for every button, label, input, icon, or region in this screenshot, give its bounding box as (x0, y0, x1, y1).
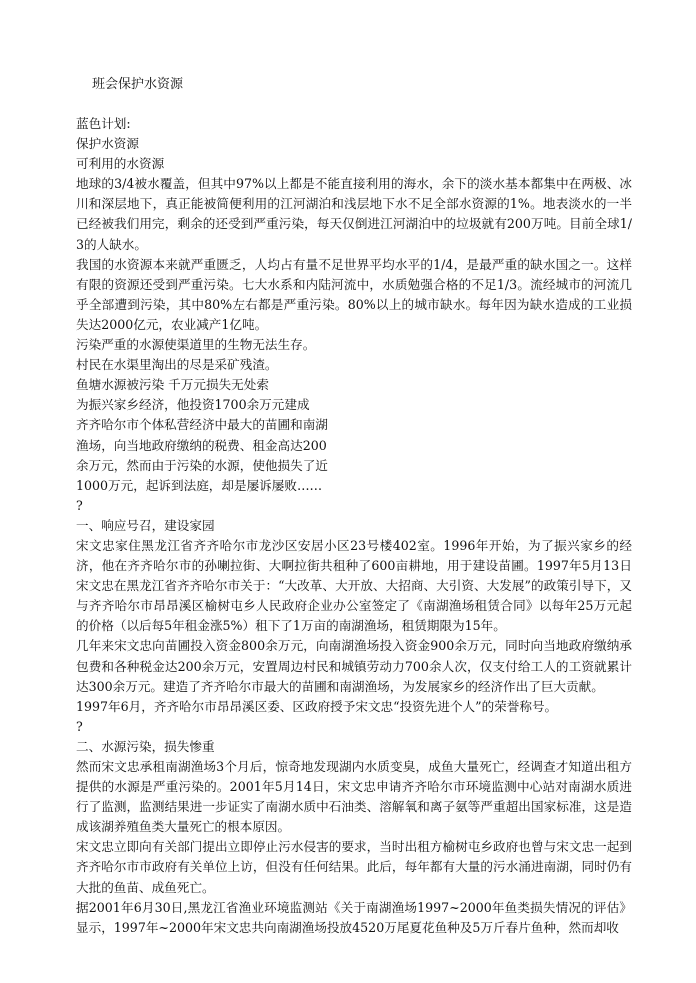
paragraph-loss-evaluation: 据2001年6月30日,黑龙江省渔业环境监测站《关于南湖渔场1997~2000年鱼类损失情况的评估》显示，1997年~2000年宋文忠共向南湖渔场投放4520万尾夏花鱼种及5万斤春片鱼种，然而却收 (76, 899, 632, 935)
document-body (76, 114, 632, 938)
text-line: 污染严重的水源使渠道里的生物无法生存。 (76, 337, 316, 353)
text-line: 鱼塘水源被污染 千万元损失无处索 (76, 377, 269, 393)
text-line: 余万元，然而由于污染的水源，使他损失了近 (76, 457, 328, 473)
text-line: 可利用的水资源 (76, 156, 165, 172)
text-line: 为振兴家乡经济，他投资1700余万元建成 (76, 397, 310, 413)
section-heading-1: 一、响应号召，建设家园 (76, 517, 215, 533)
paragraph-water-scarcity: 地球的3/4被水覆盖，但其中97%以上都是不能直接利用的海水，余下的淡水基本都集中在两极、冰川和深层地下，真正能被简便利用的江河湖泊和浅层地下水不足全部水资源的1%。地表淡水的一半已经被我们用完，剩余的还受到严重污染，每天仅倒进江河湖泊中的垃圾就有200万吨。目前全球1/3的人缺水。 (76, 176, 632, 252)
document-title: 班会保护水资源 (92, 77, 184, 92)
separator-mark: ? (76, 718, 83, 734)
text-line: 蓝色计划: (76, 116, 131, 131)
section-heading-2: 二、水源污染，损失惨重 (76, 738, 215, 754)
separator-mark: ? (76, 497, 83, 513)
paragraph-song-investment: 几年来宋文忠向苗圃投入资金800余万元，向南湖渔场投入资金900余万元，同时向当地政府缴纳承包费和各种税金达200余万元，安置周边村民和城镇劳动力700余人次，仅支付给工人的工资就累计达300余万元。建造了齐齐哈尔市最大的苗圃和南湖渔场，为发展家乡的经济作出了巨大贡献。 (76, 638, 632, 694)
paragraph-pollution-found: 然而宋文忠承租南湖渔场3个月后，惊奇地发现湖内水质变臭，成鱼大量死亡，经调查才知道出租方提供的水源是严重污染的。2001年5月14日，宋文忠申请齐齐哈尔市环境监测中心站对南湖水质进行了监测，监测结果进一步证实了南湖水质中石油类、溶解氧和离子氨等严重超出国家标准，这是造成该湖养殖鱼类大量死亡的根本原因。 (76, 759, 632, 835)
text-line: 村民在水渠里淘出的尽是采矿残渣。 (76, 357, 278, 373)
paragraph-china-water: 我国的水资源本来就严重匮乏，人均占有量不足世界平均水平的1/4，是最严重的缺水国之一。这样有限的资源还受到严重污染。七大水系和内陆河流中，水质勉强合格的不足1/3。流经城市的河流几乎全部遭到污染，其中80%左右都是严重污染。80%以上的城市缺水。每年因为缺水造成的工业损失达2000亿元，农业减产1亿吨。 (76, 256, 632, 332)
paragraph-song-intro: 宋文忠家住黑龙江省齐齐哈尔市龙沙区安居小区23号楼402室。1996年开始，为了振兴家乡的经济，他在齐齐哈尔市的孙喇拉街、大啊拉街共租种了600亩耕地，用于建设苗圃。1997年5月13日宋文忠在黑龙江省齐齐哈尔市关于：“大改革、大开放、大招商、大引资、大发展”的政策引导下，又与齐齐哈尔市昂昂溪区榆树屯乡人民政府企业办公室签定了《南湖渔场租赁合同》以每年25万元起的价格（以后每5年租金涨5%）租下了1万亩的南湖渔场，租赁期限为15年。 (76, 537, 632, 634)
paragraph-pollution-report: 宋文忠立即向有关部门提出立即停止污水侵害的要求，当时出租方榆树屯乡政府也曾与宋文忠一起到齐齐哈尔市市政府有关单位上访，但没有任何结果。此后，每年都有大量的污水涌进南湖，同时仍有大批的鱼苗、成鱼死亡。 (76, 839, 632, 895)
text-line-honor: 1997年6月，齐齐哈尔市昂昂溪区委、区政府授予宋文忠“投资先进个人”的荣誉称号。 (76, 698, 558, 714)
text-line: 1000万元，起诉到法庭，却是屡诉屡败…… (76, 477, 323, 493)
text-line: 渔场，向当地政府缴纳的税费、租金高达200 (76, 437, 327, 453)
text-line: 保护水资源 (76, 136, 139, 152)
text-line: 齐齐哈尔市个体私营经济中最大的苗圃和南湖 (76, 417, 328, 433)
